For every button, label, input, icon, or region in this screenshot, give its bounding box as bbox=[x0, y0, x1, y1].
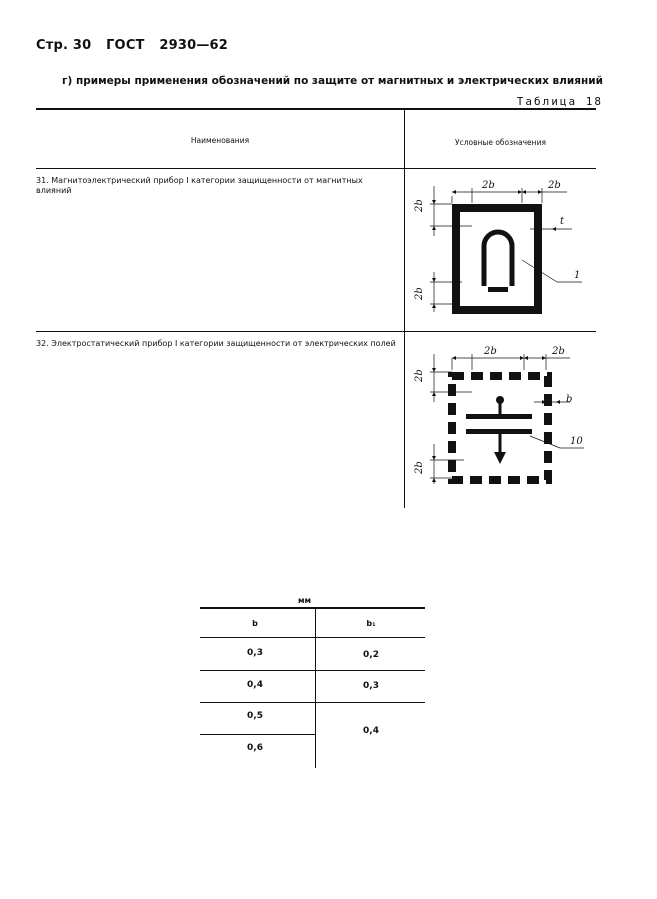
subtable-b1-value: 0,4 bbox=[363, 726, 379, 736]
subtable-b-value: 0,5 bbox=[247, 711, 263, 721]
callout-1: 1 bbox=[574, 270, 581, 281]
subtable-header-divider bbox=[200, 637, 425, 638]
subtable-b-value: 0,6 bbox=[247, 743, 263, 753]
dim-2b-side-top-32: 2b bbox=[414, 369, 425, 382]
standard-number: 2930—62 bbox=[159, 38, 229, 53]
subtable-header-b1: b₁ bbox=[366, 619, 376, 628]
standard-label: ГОСТ bbox=[106, 38, 145, 53]
subtable-b1-value: 0,2 bbox=[363, 650, 379, 660]
table-row-31-name: 31. Магнитоэлектрический прибор I категории защищенности от магнитных влияний bbox=[36, 176, 363, 195]
dim-2b-side-bottom: 2b bbox=[414, 287, 425, 300]
unit-label: мм bbox=[298, 596, 312, 605]
dim-2b-top-right: 2b bbox=[548, 180, 561, 191]
column-header-symbol: Условные обозначения bbox=[455, 138, 546, 147]
page-header bbox=[36, 38, 238, 53]
dim-2b-side-top: 2b bbox=[414, 199, 425, 212]
dim-2b-top-mid: 2b bbox=[482, 180, 495, 191]
subtable-row-divider-1 bbox=[200, 670, 425, 671]
table-column-divider bbox=[404, 108, 405, 508]
dim-t: t bbox=[560, 216, 565, 227]
dim-2b-side-bottom-32: 2b bbox=[414, 461, 425, 474]
column-header-name: Наименования bbox=[190, 136, 250, 145]
subtable-b-value: 0,4 bbox=[247, 680, 263, 690]
dim-2b-top-mid-32: 2b bbox=[484, 346, 497, 357]
subtable-b1-value: 0,3 bbox=[363, 681, 379, 691]
subtable-row-divider-2 bbox=[200, 702, 425, 703]
subtable-top-border bbox=[200, 607, 425, 609]
section-title: г) примеры применения обозначений по защите от магнитных и электрических влияний bbox=[62, 75, 603, 87]
callout-10: 10 bbox=[570, 436, 583, 447]
table-label: Таблица 18 bbox=[516, 95, 603, 108]
subtable-row-divider-3 bbox=[200, 734, 315, 735]
table-top-border bbox=[36, 108, 596, 110]
dim-2b-top-right-32: 2b bbox=[552, 346, 565, 357]
subtable-header-b: b bbox=[252, 619, 258, 628]
electrostatic-shielded-symbol bbox=[412, 344, 592, 494]
table-row-32-name: 32. Электростатический прибор I категории защищенности от электрических полей bbox=[36, 339, 396, 348]
subtable-b-value: 0,3 bbox=[247, 648, 263, 658]
table-header-divider bbox=[36, 168, 596, 169]
dim-b: b bbox=[566, 394, 573, 405]
magnetoelectric-shielded-symbol bbox=[412, 176, 592, 321]
table-row-divider bbox=[36, 331, 596, 332]
page-number: Стр. 30 bbox=[36, 38, 92, 53]
